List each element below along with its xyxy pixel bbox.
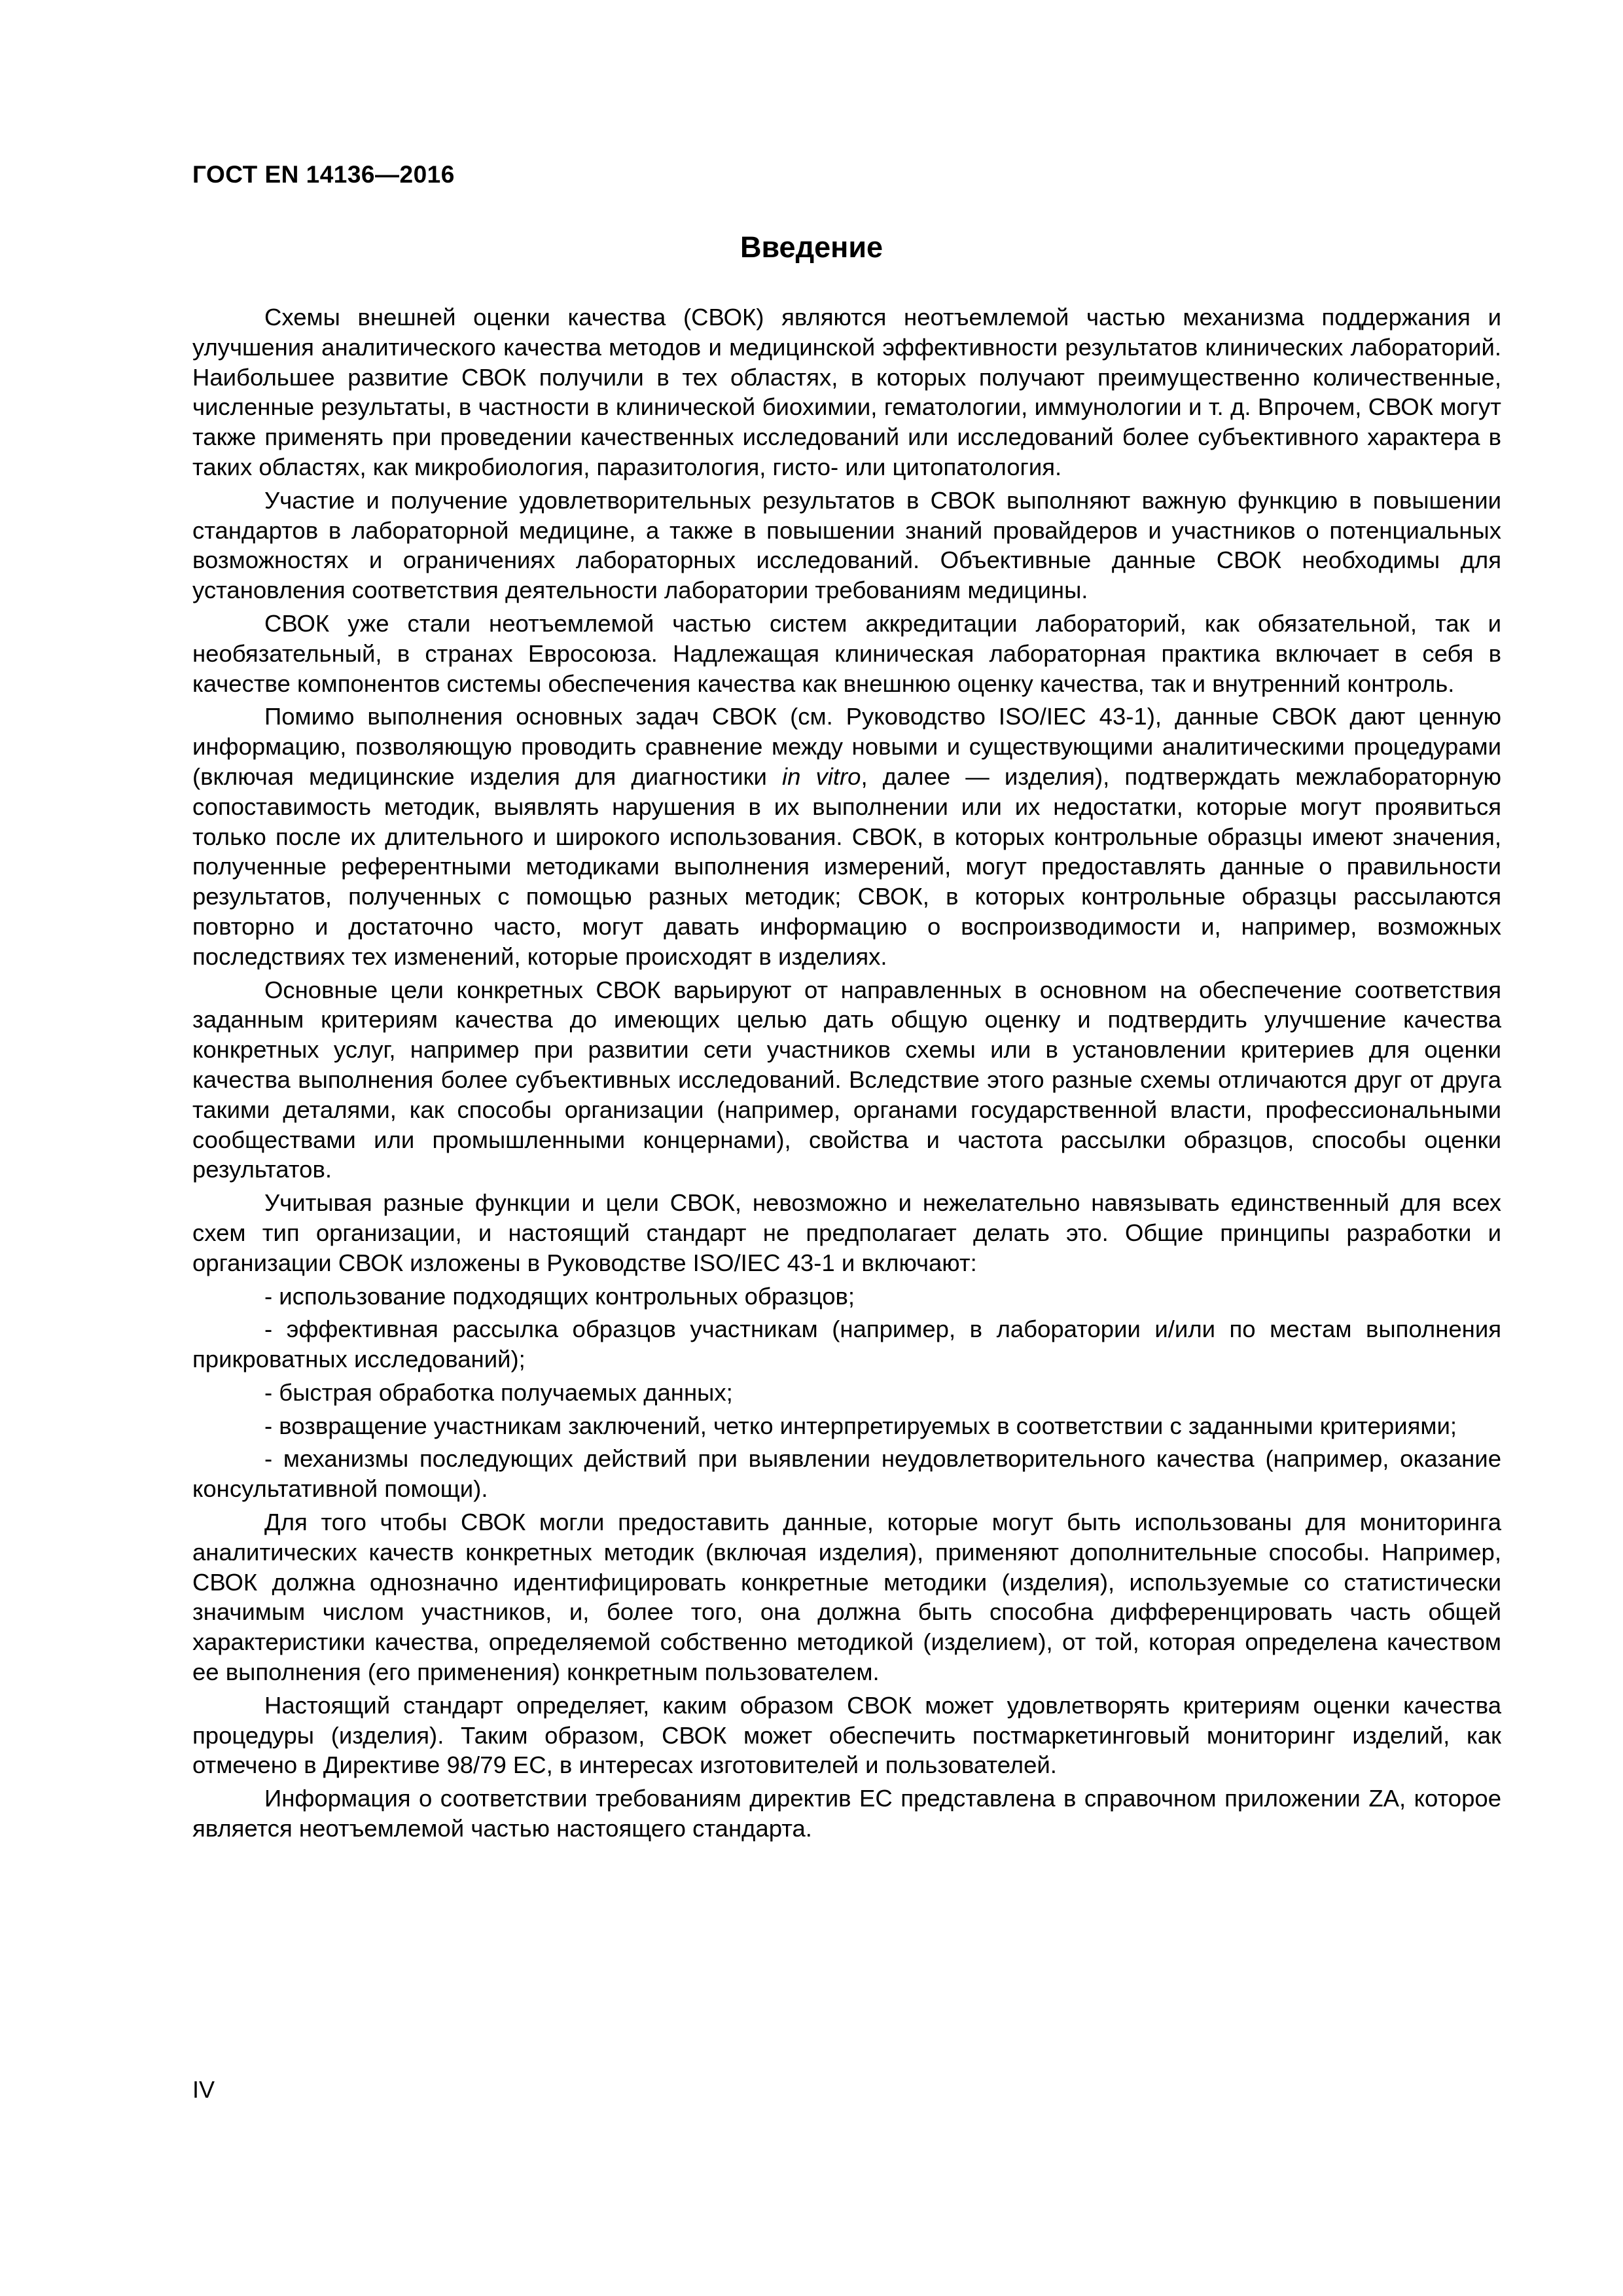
page-number: IV: [192, 2076, 215, 2103]
paragraph-5: Основные цели конкретных СВОК варьируют от направленных в основном на обеспечение соответствия заданным критериям качества до имеющих целью дать общую оценку и подтвердить улучшение качества конкретных услуг, например при развитии сети участников схемы или в установлении критериев для оценки качества выполнения более субъективных исследований. Вследствие этого разные схемы отличаются друг от друга такими деталями, как способы организации (например, органами государственной власти, профессиональными сообществами или промышленными концернами), свойства и частота рассылки образцов, способы оценки результатов.: [192, 976, 1501, 1183]
paragraph-6: Учитывая разные функции и цели СВОК, невозможно и нежелательно навязывать единственный для всех схем тип организации, и настоящий стандарт не предполагает делать это. Общие принципы разработки и организации СВОК изложены в Руководстве ISO/IEC 43-1 и включают:: [192, 1189, 1501, 1276]
document-header: ГОСТ EN 14136—2016: [192, 161, 455, 188]
paragraph-4-part-1: Помимо выполнения основных задач СВОК (см. Руководство ISO/IEC 43-1), данные СВОК дают ценную информацию, позволяющую проводить сравнение между новыми и существующими аналитическими процедурами (включая медицинские изделия для диагностики: [192, 703, 1501, 790]
paragraph-8: Настоящий стандарт определяет, каким образом СВОК может удовлетворять критериям оценки качества процедуры (изделия). Таким образом, СВОК может обеспечить постмаркетинговый мониторинг изделий, как отмечено в Директиве 98/79 ЕС, в интересах изготовителей и пользователей.: [192, 1691, 1501, 1779]
list-item: - механизмы последующих действий при выявлении неудовлетворительного качества (например, оказание консультативной помощи).: [192, 1445, 1501, 1503]
paragraph-4-italic: in vitro: [781, 762, 861, 790]
paragraph-7: Для того чтобы СВОК могли предоставить данные, которые могут быть использованы для мониторинга аналитических качеств конкретных методик (включая изделия), применяют дополнительные способы. Например, СВОК должна однозначно идентифицировать конкретные методики (изделия), используемые со статистически значимым числом участников, и, более того, она должна быть способна дифференцировать часть общей характеристики качества, определяемой собственно методикой (изделием), от той, которая определена качеством ее выполнения (его применения) конкретным пользователем.: [192, 1509, 1501, 1686]
paragraph-4: [192, 702, 1501, 971]
list-item: - быстрая обработка получаемых данных;: [264, 1378, 733, 1406]
paragraph-1: Схемы внешней оценки качества (СВОК) являются неотъемлемой частью механизма поддержания и улучшения аналитического качества методов и медицинской эффективности результатов клинических лабораторий. Наибольшее развитие СВОК получили в тех областях, в которых получают преимущественно количественные, численные результаты, в частности в клинической биохимии, гематологии, иммунологии и т. д. Впрочем, СВОК могут также применять при проведении качественных исследований или исследований более субъективного характера в таких областях, как микробиология, паразитология, гисто- или цитопатология.: [192, 304, 1501, 480]
paragraph-4-part-2: , далее — изделия), подтверждать межлабораторную сопоставимость методик, выявлять нарушения в их выполнении или их недостатки, которые могут проявиться только после их длительного и широкого использования. СВОК, в которых контрольные образцы имеют значения, полученные референтными методиками выполнения измерений, могут предоставлять данные о правильности результатов, полученных с помощью разных методик; СВОК, в которых контрольные образцы рассылаются повторно и достаточно часто, могут давать информацию о воспроизводимости и, например, возможных последствиях тех изменений, которые происходят в изделиях.: [192, 762, 1501, 970]
list-item: - эффективная рассылка образцов участникам (например, в лаборатории и/или по местам выполнения прикроватных исследований);: [192, 1316, 1501, 1373]
list-item: - использование подходящих контрольных образцов;: [264, 1282, 855, 1310]
section-title: Введение: [740, 230, 883, 264]
paragraph-9: Информация о соответствии требованиям директив ЕС представлена в справочном приложении ZA, которое является неотъемлемой частью настоящего стандарта.: [192, 1785, 1501, 1842]
paragraph-2: Участие и получение удовлетворительных результатов в СВОК выполняют важную функцию в повышении стандартов в лабораторной медицине, а также в повышении знаний провайдеров и участников о потенциальных возможностях и ограничениях лабораторных исследований. Объективные данные СВОК необходимы для установления соответствия деятельности лаборатории требованиям медицины.: [192, 486, 1501, 604]
body-text: [192, 302, 1501, 1847]
list-item: - возвращение участникам заключений, четко интерпретируемых в соответствии с заданными критериями;: [264, 1412, 1457, 1439]
paragraph-3: СВОК уже стали неотъемлемой частью систем аккредитации лабораторий, как обязательной, так и необязательный, в странах Евросоюза. Надлежащая клиническая лабораторная практика включает в себя в качестве компонентов системы обеспечения качества как внешнюю оценку качества, так и внутренний контроль.: [192, 609, 1501, 697]
